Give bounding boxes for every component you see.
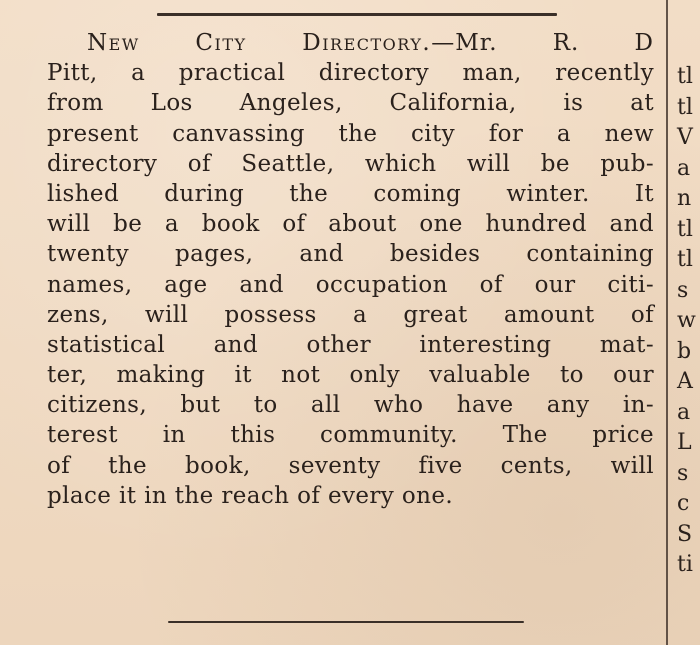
adjacent-column-fragment: L xyxy=(677,430,692,455)
adjacent-column-fragment: tl xyxy=(677,216,693,242)
adjacent-column-fragment: tl xyxy=(677,94,693,120)
headline-dash: — xyxy=(431,30,456,56)
column-divider xyxy=(666,0,668,645)
article-line: directory of Seattle, which will be pub- xyxy=(47,150,654,177)
adjacent-column-fragment: S xyxy=(677,521,693,547)
adjacent-column-fragment: b xyxy=(677,338,692,364)
article-line: will be a book of about one hundred and xyxy=(47,211,654,238)
adjacent-column-fragment: tl xyxy=(677,64,693,89)
article-line: twenty pages, and besides containing xyxy=(47,241,654,268)
adjacent-column-fragment: V xyxy=(677,125,693,150)
adjacent-column-fragment: s xyxy=(677,277,689,303)
article-line: lished during the coming winter. It xyxy=(47,180,654,207)
lead-name: Mr. R. D xyxy=(455,30,654,56)
article-line: names, age and occupation of our citi- xyxy=(47,271,654,298)
article-line: terest in this community. The price xyxy=(47,422,654,449)
article-line: place it in the reach of every one. xyxy=(47,482,454,509)
adjacent-column-fragment: a xyxy=(677,399,691,425)
article-line: zens, will possess a great amount of xyxy=(47,301,654,328)
article-line: statistical and other interesting mat- xyxy=(47,331,654,358)
adjacent-column-fragment: A xyxy=(677,369,693,394)
news-article xyxy=(47,28,654,511)
adjacent-column-fragment: s xyxy=(677,460,689,486)
article-line: Pitt, a practical directory man, recently xyxy=(47,60,654,87)
article-line: citizens, but to all who have any in- xyxy=(47,392,654,419)
adjacent-column-fragment: w xyxy=(677,308,696,333)
top-column-rule xyxy=(157,13,557,16)
adjacent-column-fragment: a xyxy=(677,155,691,181)
article-headline: New City Directory. xyxy=(87,30,432,56)
article-line: of the book, seventy five cents, will xyxy=(47,452,654,479)
article-first-line xyxy=(47,28,654,58)
adjacent-column-fragment: tl xyxy=(677,247,693,272)
article-body xyxy=(47,58,654,511)
article-line: from Los Angeles, California, is at xyxy=(47,90,654,117)
adjacent-column-fragment: n xyxy=(677,186,692,211)
adjacent-column-fragment: c xyxy=(677,491,690,516)
article-line: present canvassing the city for a new xyxy=(47,120,654,147)
article-line: ter, making it not only valuable to our xyxy=(47,362,654,389)
adjacent-column-fragment: ti xyxy=(677,552,693,577)
bottom-column-rule xyxy=(168,621,524,623)
adjacent-column-fragments xyxy=(677,62,700,581)
